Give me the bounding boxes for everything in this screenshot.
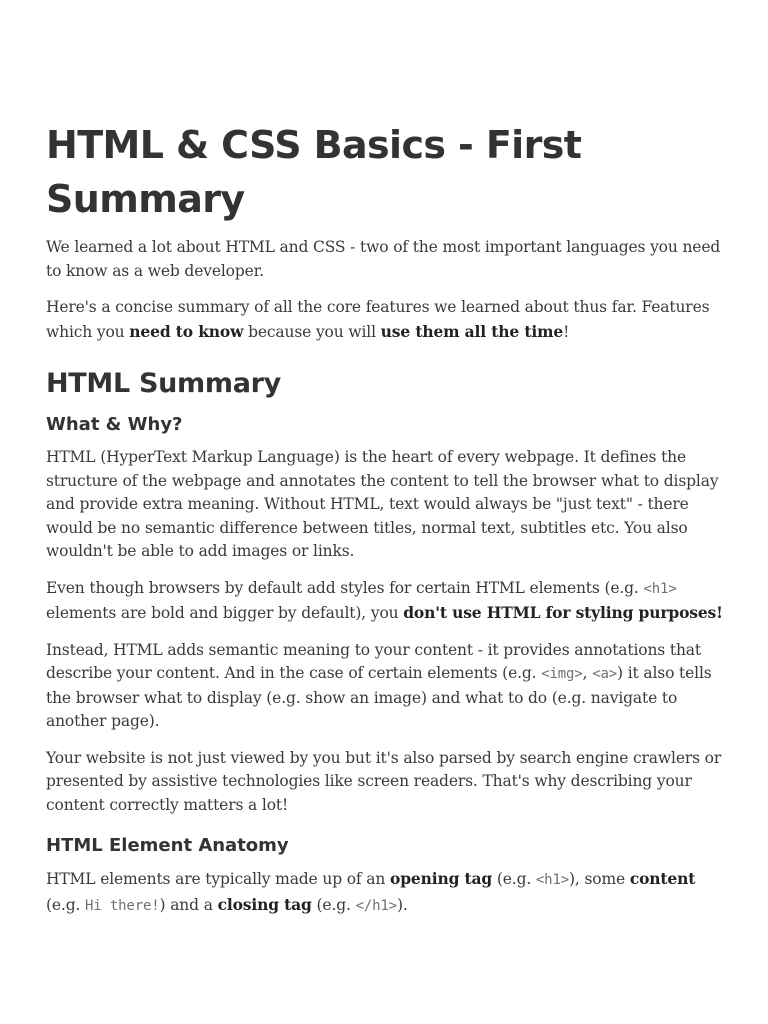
- what-why-paragraph-1: HTML (HyperText Markup Language) is the heart of every webpage. It defines the structure of the webpage and annotates the content to tell the browser what to display and provide extra meaning. Without HTML, text would always be "just text" - there would be no semantic difference between titles, normal text, subtitles etc. You also wouldn't be able to add images or links.: [46, 448, 719, 560]
- element-anatomy-paragraph: [46, 867, 726, 918]
- what-why-paragraph-3: [46, 639, 726, 734]
- p2-text-b: elements are bold and bigger by default), you: [46, 604, 404, 622]
- what-why-heading: What & Why?: [46, 414, 183, 435]
- page-title: HTML & CSS Basics - First Summary: [46, 123, 582, 221]
- p3-separator: ,: [582, 664, 593, 682]
- element-anatomy-heading: HTML Element Anatomy: [46, 835, 289, 856]
- html-summary-heading: HTML Summary: [46, 368, 281, 399]
- a-tag-code: <a>: [592, 666, 618, 682]
- p3-text-a: Instead, HTML adds semantic meaning to your content - it provides annotations that describe your content. And in the case of certain elements (e.g.: [46, 640, 701, 682]
- p2-text-a: Even though browsers by default add styles for certain HTML elements (e.g.: [46, 578, 644, 597]
- anatomy-text-h: ).: [396, 895, 408, 914]
- no-styling-emphasis: don't use HTML for styling purposes!: [403, 603, 723, 622]
- intro-text-c: because you will: [243, 322, 381, 341]
- opening-tag-emphasis: opening tag: [390, 869, 493, 888]
- anatomy-text-e: (e.g.: [46, 895, 86, 914]
- img-tag-code: <img>: [541, 666, 583, 682]
- p3-text-b: ) it also tells the browser what to display (e.g. show an image) and what to do (e.g. navigate to another page).: [46, 664, 712, 730]
- intro-text-a: Here's a concise summary of all the core features we learned about thus far. Features which you: [46, 298, 710, 341]
- anatomy-text-a: HTML elements are typically made up of an: [46, 870, 390, 888]
- anatomy-text-g: (e.g.: [311, 895, 356, 914]
- what-why-paragraph-4: Your website is not just viewed by you but it's also parsed by search engine crawlers or presented by assistive technologies like screen readers. That's why describing your content correctly matters a lot!: [46, 748, 722, 814]
- anatomy-text-c: (e.g.: [492, 870, 536, 888]
- intro-paragraph-2: [46, 296, 726, 344]
- use-all-the-time-emphasis: use them all the time: [380, 321, 564, 341]
- intro-paragraph-1: We learned a lot about HTML and CSS - two of the most important languages you need to know as a web developer.: [46, 238, 721, 280]
- anatomy-text-f: ) and a: [159, 895, 218, 914]
- content-emphasis: content: [629, 869, 696, 888]
- document-page: [46, 118, 726, 931]
- closing-tag-code: </h1>: [355, 897, 397, 914]
- content-example-code: Hi there!: [85, 897, 160, 914]
- closing-tag-emphasis: closing tag: [217, 894, 312, 914]
- h1-tag-code: <h1>: [643, 580, 677, 597]
- need-to-know-emphasis: need to know: [129, 321, 244, 341]
- anatomy-text-d: ), some: [569, 870, 630, 888]
- opening-tag-code: <h1>: [535, 872, 570, 888]
- intro-text-e: !: [563, 322, 570, 341]
- what-why-paragraph-2: [46, 577, 726, 626]
